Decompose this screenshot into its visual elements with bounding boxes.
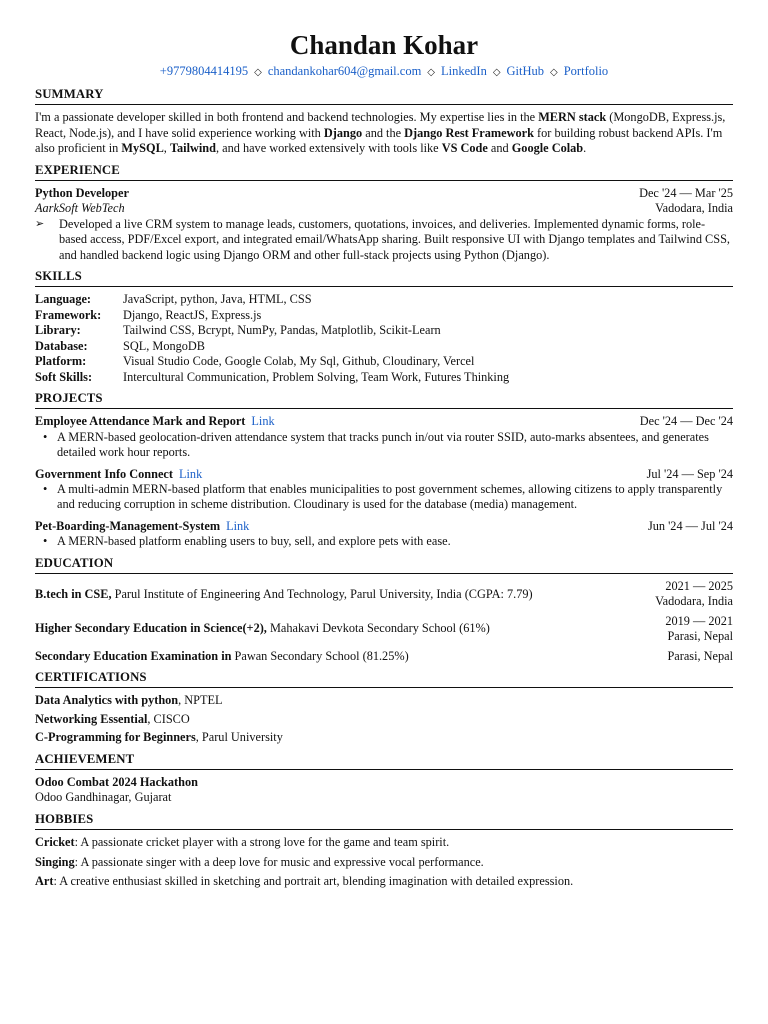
certification-name: Networking Essential [35,711,148,726]
experience-section [35,163,733,263]
education-item [35,614,733,645]
hobby-item [35,855,733,870]
diamond-separator-icon: ◇ [550,67,558,78]
certification-item [35,693,733,708]
skill-row [35,292,509,307]
portfolio-link[interactable]: Portfolio [563,64,609,78]
skill-values: Intercultural Communication, Problem Solving, Team Work, Futures Thinking [123,369,510,384]
certification-name: C-Programming for Beginners [35,730,196,745]
hobby-name: Singing [35,854,75,869]
project-link[interactable]: Link [226,518,250,533]
education-degree [35,621,490,636]
skills-section [35,269,733,385]
summary-run: I'm a passionate developer skilled in both frontend and backend technologies. My expertise lies in the [35,110,539,125]
degree-name: Secondary Education Examination in [35,648,232,663]
skills-table [35,292,509,384]
project-bullets [35,430,733,461]
company-name: AarkSoft WebTech [35,201,125,216]
hobbies-section [35,812,733,890]
job-location: Vadodara, India [655,201,733,216]
project-item [35,414,733,460]
project-title-group [35,414,275,429]
projects-section [35,391,733,550]
hobby-name: Cricket [35,835,75,850]
section-heading: EDUCATION [35,556,733,574]
project-item [35,467,733,513]
summary-emphasis: MERN stack [538,110,607,125]
certification-item [35,730,733,745]
skill-values: JavaScript, python, Java, HTML, CSS [123,292,312,307]
summary-run: . [583,141,587,156]
job-dates: Dec '24 — Mar '25 [639,186,733,201]
summary-emphasis: Django Rest Framework [404,125,534,140]
certification-issuer: , Parul University [195,730,283,745]
project-link[interactable]: Link [179,466,203,481]
summary-run: (MongoDB, Express.js, React, Node.js), and I have solid experience working with [35,110,726,140]
hobby-item [35,874,733,889]
institution: Mahakavi Devkota Secondary School (61%) [266,621,490,636]
section-heading: ACHIEVEMENT [35,752,733,770]
experience-bullet: ➢ Developed a live CRM system to manage leads, customers, quotations, invoices, and deliveries. Implemented dynamic forms, role-based access, PDF/Excel export, and integrated email/WhatsApp sharing. Built responsive UI with Django templates and Tailwind CSS, and handled backend logic using Django ORM and other full-stack projects using Python (Django). [35,217,733,263]
education-years: 2021 — 2025 [665,578,733,593]
education-item [35,579,733,610]
summary-emphasis: Tailwind [169,141,216,156]
experience-bullets [35,217,733,263]
summary-run: , and have worked extensively with tools like [215,141,442,156]
email-link[interactable]: chandankohar604@gmail.com [267,64,422,78]
summary-run: and the [362,125,405,140]
certification-item [35,712,733,727]
education-degree [35,587,533,602]
skill-values: Visual Studio Code, Google Colab, My Sql, Github, Cloudinary, Vercel [123,354,475,369]
summary-emphasis: MySQL [121,141,164,156]
project-header [35,414,733,429]
diamond-separator-icon: ◇ [492,67,501,78]
education-meta [667,649,733,664]
project-dates: Dec '24 — Dec '24 [639,414,733,429]
skill-values: Django, ReactJS, Express.js [123,307,262,322]
diamond-separator-icon: ◇ [254,67,262,78]
degree-name: B.tech in CSE, [35,586,112,601]
education-meta [665,614,733,645]
hobby-description: : A creative enthusiast skilled in sketching and portrait art, blending imagination with detailed expression. [53,874,574,889]
project-name: Government Info Connect [35,466,173,481]
skill-row [35,339,509,354]
summary-emphasis: Google Colab [511,141,584,156]
skill-values: Tailwind CSS, Bcrypt, NumPy, Pandas, Matplotlib, Scikit-Learn [123,323,441,338]
project-header [35,467,733,482]
education-place: Parasi, Nepal [667,648,733,663]
project-description: • A multi-admin MERN-based platform that enables municipalities to post government schemes, allowing citizens to apply transparently and reducing corruption in scheme distribution. Cloudinary is used for the database (media) management. [35,482,733,513]
summary-run: for building robust backend APIs. I'm also proficient in [35,125,723,156]
skill-row [35,323,509,338]
candidate-name: Chandan Kohar [289,30,479,60]
linkedin-link[interactable]: LinkedIn [441,64,487,78]
hobby-name: Art [35,874,54,889]
project-name: Pet-Boarding-Management-System [35,518,221,533]
skill-category: Framework: [35,307,102,322]
project-title-group [35,467,202,482]
skill-category: Language: [35,292,92,307]
diamond-separator-icon: ◇ [427,67,435,78]
certification-issuer: , CISCO [147,711,190,726]
contact-line [35,63,733,81]
section-heading: EXPERIENCE [35,163,733,181]
skill-row [35,370,509,385]
achievement-name: Odoo Combat 2024 Hackathon [35,775,198,790]
section-heading: SKILLS [35,269,733,287]
project-dates: Jul '24 — Sep '24 [646,466,733,481]
education-section [35,556,733,664]
phone-link[interactable]: +9779804414195 [159,64,249,78]
project-description: • A MERN-based geolocation-driven attendance system that tracks punch in/out via router SSID, auto-marks absentees, and generates detailed work hour reports. [35,430,733,461]
skill-row [35,308,509,323]
skill-category: Platform: [35,354,87,369]
summary-run: , [163,141,170,156]
hobby-description: : A passionate cricket player with a strong love for the game and team spirit. [74,835,450,850]
project-item [35,519,733,550]
certification-name: Data Analytics with python [35,693,179,708]
resume-page [35,28,733,893]
project-dates: Jun '24 — Jul '24 [647,518,733,533]
skill-category: Library: [35,323,81,338]
education-place: Parasi, Nepal [667,629,733,644]
github-link[interactable]: GitHub [506,64,545,78]
hobby-description: : A passionate singer with a deep love for music and expressive vocal performance. [74,854,484,869]
achievement-section [35,752,733,806]
project-header [35,519,733,534]
education-years: 2019 — 2021 [665,613,733,628]
project-bullets [35,534,733,549]
section-heading: PROJECTS [35,391,733,409]
project-bullets [35,482,733,513]
education-meta [655,579,733,610]
project-description: • A MERN-based platform enabling users to buy, sell, and explore pets with ease. [35,534,733,549]
skill-category: Soft Skills: [35,369,93,384]
certification-issuer: , NPTEL [178,693,223,708]
hobby-item [35,835,733,850]
job-role: Python Developer [35,186,129,201]
project-link[interactable]: Link [251,414,275,429]
section-heading: CERTIFICATIONS [35,670,733,688]
certifications-section [35,670,733,746]
education-degree [35,649,409,664]
section-heading: SUMMARY [35,87,733,105]
summary-emphasis: Django [323,125,363,140]
project-title-group [35,519,249,534]
skill-values: SQL, MongoDB [123,338,205,353]
summary-section [35,87,733,157]
education-place: Vadodara, India [655,594,733,609]
institution: Parul Institute of Engineering And Technology, Parul University, India (CGPA: 7.79) [111,586,533,601]
project-name: Employee Attendance Mark and Report [35,414,246,429]
skill-row [35,354,509,369]
achievement-place: Odoo Gandhinagar, Gujarat [35,790,172,805]
institution: Pawan Secondary School (81.25%) [231,648,409,663]
education-item [35,649,733,664]
skill-category: Database: [35,338,88,353]
section-heading: HOBBIES [35,812,733,830]
summary-emphasis: VS Code [441,141,488,156]
summary-run: and [487,141,512,156]
degree-name: Higher Secondary Education in Science(+2), [35,621,267,636]
summary-text [35,110,733,156]
